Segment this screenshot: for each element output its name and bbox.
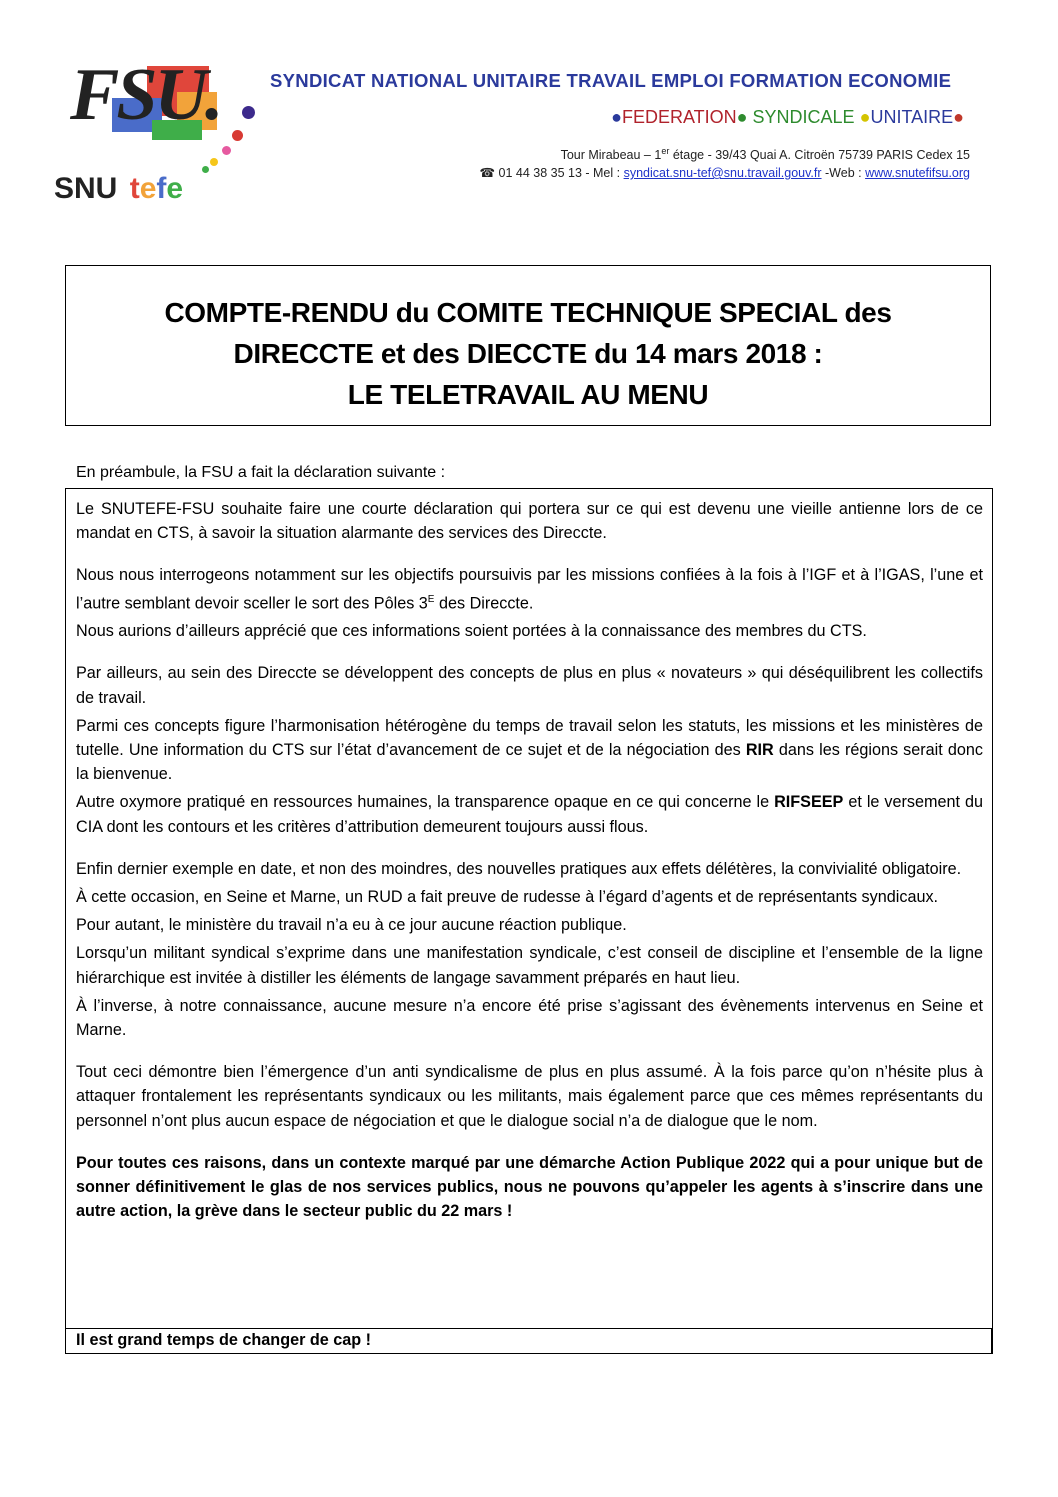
paragraph-2-end: des Direccte. (434, 594, 534, 612)
declaration-paragraph-3: Nous aurions d’ailleurs apprécié que ces informations soient portées à la connaissance des membres du CTS. (76, 622, 867, 641)
address-part1: Tour Mirabeau – 1 (560, 148, 662, 163)
declaration-paragraph-9: Pour autant, le ministère du travail n’a eu à ce jour aucune réaction publique. (76, 916, 627, 935)
final-box-bottom-border (65, 1353, 993, 1354)
paragraph-2-text: Nous nous interrogeons notamment sur les objectifs poursuivis par les missions confiées à la fois à l’IGF et à l’IGAS, l’une et l’autre semblant devoir sceller le sort des Pôles 3 (76, 566, 983, 612)
organization-name: SYNDICAT NATIONAL UNITAIRE TRAVAIL EMPLOI FORMATION ECONOMIE (270, 70, 952, 91)
logo-dot-pink (222, 146, 231, 155)
title-box (65, 265, 991, 426)
red-bullet: ● (953, 107, 964, 127)
logo-dot-yellow (210, 158, 218, 166)
logo-dot-green (202, 166, 209, 173)
title-line-1: COMPTE-RENDU du COMITE TECHNIQUE SPECIAL des (164, 297, 892, 328)
declaration-paragraph-8: À cette occasion, en Seine et Marne, un RUD a fait preuve de rudesse à l’égard d’agents et de représentants syndicaux. (76, 888, 939, 907)
paragraph-2-superscript: E (427, 593, 435, 605)
declaration-body (76, 497, 983, 1223)
declaration-paragraph-2 (76, 563, 983, 615)
syndicale-word: SYNDICALE (747, 107, 860, 127)
title-line-2: DIRECCTE et des DIECCTE du 14 mars 2018 : (233, 338, 823, 369)
fsu-snutefe-logo (52, 54, 267, 218)
declaration-paragraph-13: Pour toutes ces raisons, dans un contexte marqué par une démarche Action Publique 2022 qui a pour unique but de sonner définitivement le glas de nos services publics, nous ne pouvons qu’appeler les agents à s’inscrire dans une autre action, la grève dans le secteur public du 22 mars ! (76, 1153, 983, 1221)
declaration-paragraph-1: Le SNUTEFE-FSU souhaite faire une courte déclaration qui portera sur ce qui est devenu une vieille antienne lors de ce mandat en CTS, à savoir la situation alarmante des services des Direccte. (76, 500, 983, 543)
final-box-left-border (65, 1328, 66, 1354)
federation-line (611, 107, 964, 128)
tefe-e1: e (139, 172, 157, 205)
declaration-paragraph-6: Autre oxymore pratiqué en ressources humaines, la transparence opaque en ce qui concerne le RIFSEEP et le versement du CIA dont les contours et les critères d’attribution demeurent toujours aussi flous. (76, 793, 984, 836)
declaration-paragraph-7: Enfin dernier exemple en date, et non des moindres, des nouvelles pratiques aux effets délétères, la convivialité obligatoire. (76, 859, 962, 878)
address-superscript: er (661, 146, 670, 156)
declaration-paragraph-4: Par ailleurs, au sein des Direccte se développent des concepts de plus en plus « novateurs » qui déséquilibrent les collectifs de travail. (76, 664, 983, 707)
tefe-f: f (156, 172, 167, 205)
closing-statement: Il est grand temps de changer de cap ! (76, 1331, 372, 1349)
federation-word: FEDERATION (621, 107, 737, 127)
declaration-box (65, 488, 993, 1354)
web-label: -Web : (821, 166, 866, 180)
preamble-text: En préambule, la FSU a fait la déclaration suivante : (76, 464, 446, 481)
green-bullet: ● (736, 107, 748, 127)
logo-dot-red (232, 130, 243, 141)
email-link[interactable]: syndicat.snu-tef@snu.travail.gouv.fr (623, 166, 822, 180)
phone-label: ☎ 01 44 38 35 13 - Mel : (479, 166, 624, 180)
address-part2: étage - 39/43 Quai A. Citroën 75739 PARIS Cedex 15 (669, 148, 970, 163)
snu-text: SNU (54, 172, 118, 205)
fsu-logo-text: FSU. (70, 54, 221, 136)
postal-address (561, 146, 970, 162)
yellow-bullet: ● (859, 107, 871, 127)
declaration-paragraph-5: Parmi ces concepts figure l’harmonisation hétérogène du temps de travail selon les statuts, les missions et les ministères de tutelle. Une information du CTS sur l’état d’avancement de ce sujet et de la négociation des RIR dans les régions serait donc la bienvenue. (76, 716, 984, 784)
website-link[interactable]: www.snutefifsu.org (865, 166, 970, 180)
declaration-paragraph-11: À l’inverse, à notre connaissance, aucune mesure n’a encore été prise s’agissant des évènements intervenus en Seine et Marne. (76, 996, 983, 1040)
title-line-3: LE TELETRAVAIL AU MENU (347, 379, 709, 410)
logo-dot-purple (242, 106, 255, 119)
declaration-paragraph-10: Lorsqu’un militant syndical s’exprime dans une manifestation syndicale, c’est conseil de discipline et l’ensemble de la ligne hiérarchique est invitée à distiller les éléments de langage savamment préparés en haut lieu. (76, 944, 983, 987)
contact-line (479, 165, 970, 180)
tefe-e2: e (166, 172, 184, 205)
tefe-t: t (129, 172, 140, 205)
blue-bullet: ● (611, 107, 622, 127)
snu-tefe-logo-text (54, 174, 183, 204)
unitaire-word: UNITAIRE (870, 107, 954, 127)
final-box-right-border (991, 1328, 992, 1354)
declaration-paragraph-12: Tout ceci démontre bien l’émergence d’un anti syndicalisme de plus en plus assumé. À la fois parce qu’on n’hésite plus à attaquer frontalement les représentants syndicaux ou les militants, mais également parce que ces mêmes représentants du personnel n’ont plus aucun espace de négociation et que le dialogue social n’a de dialogue que le nom. (76, 1063, 983, 1130)
